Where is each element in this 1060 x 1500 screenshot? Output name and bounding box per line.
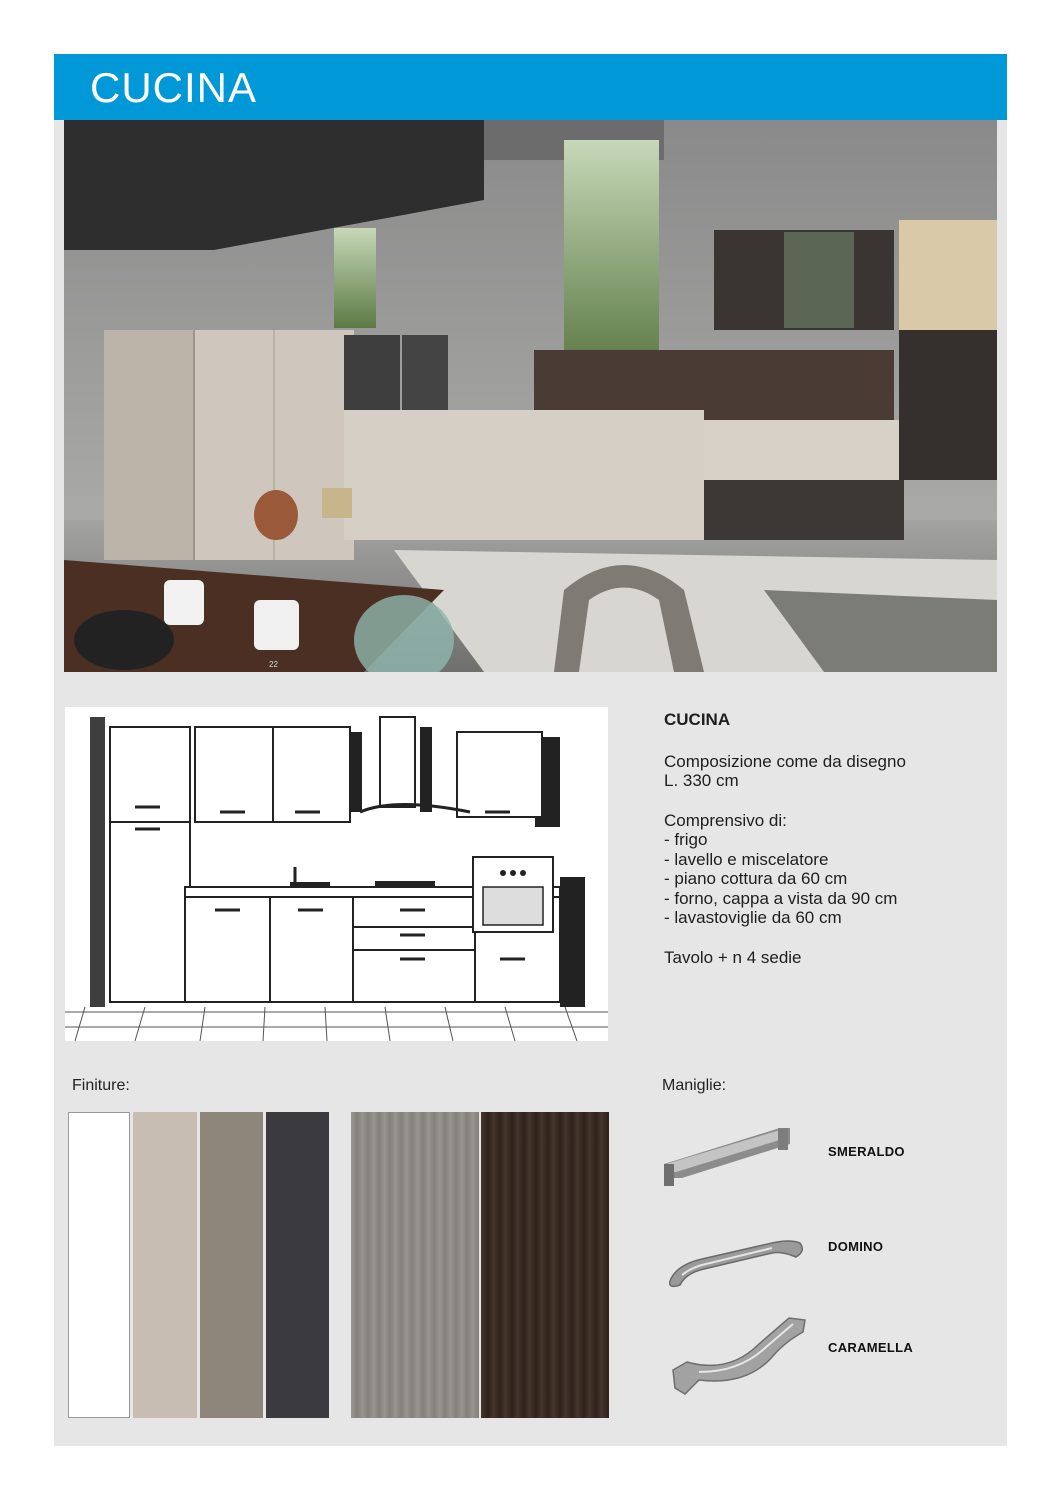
handles-label: Maniglie: (662, 1077, 727, 1094)
finish-swatch-taupe (200, 1112, 263, 1418)
header-banner (54, 54, 1007, 120)
extra-block (664, 948, 994, 968)
page-sheet (54, 54, 1007, 1446)
product-description (664, 710, 994, 987)
composition-block (664, 752, 994, 791)
finish-swatch-anthracite (266, 1112, 329, 1418)
extra-line: Tavolo + n 4 sedie (664, 947, 802, 967)
finish-swatch-dark-wood (481, 1112, 609, 1418)
includes-block (664, 811, 994, 928)
arched-handle-icon (662, 1229, 807, 1289)
includes-item: - forno, cappa a vista da 90 cm (664, 888, 898, 908)
finishes-label: Finiture: (72, 1077, 130, 1094)
finish-swatch-grey-wood (351, 1112, 479, 1418)
includes-item: - frigo (664, 830, 708, 849)
handle-name-caramella: CARAMELLA (828, 1340, 914, 1355)
kitchen-photo (64, 120, 997, 672)
includes-heading: Comprensivo di: (664, 810, 787, 830)
handle-name-domino: DOMINO (828, 1239, 884, 1254)
composition-line: Composizione come da disegno (664, 751, 906, 771)
composition-drawing (65, 707, 608, 1041)
includes-item: - lavello e miscelatore (664, 849, 829, 869)
composition-size: L. 330 cm (664, 771, 739, 790)
page-number-left: 22 (269, 660, 278, 669)
finish-swatch-white (68, 1112, 130, 1418)
finish-swatch-beige (133, 1112, 197, 1418)
includes-item: - piano cottura da 60 cm (664, 869, 848, 888)
handle-name-smeraldo: SMERALDO (828, 1144, 905, 1159)
twisted-handle-icon (669, 1314, 814, 1399)
includes-item: - lavastoviglie da 60 cm (664, 908, 842, 927)
description-title: CUCINA (664, 710, 731, 729)
bar-handle-icon (662, 1118, 792, 1190)
page-title: CUCINA (90, 64, 258, 111)
